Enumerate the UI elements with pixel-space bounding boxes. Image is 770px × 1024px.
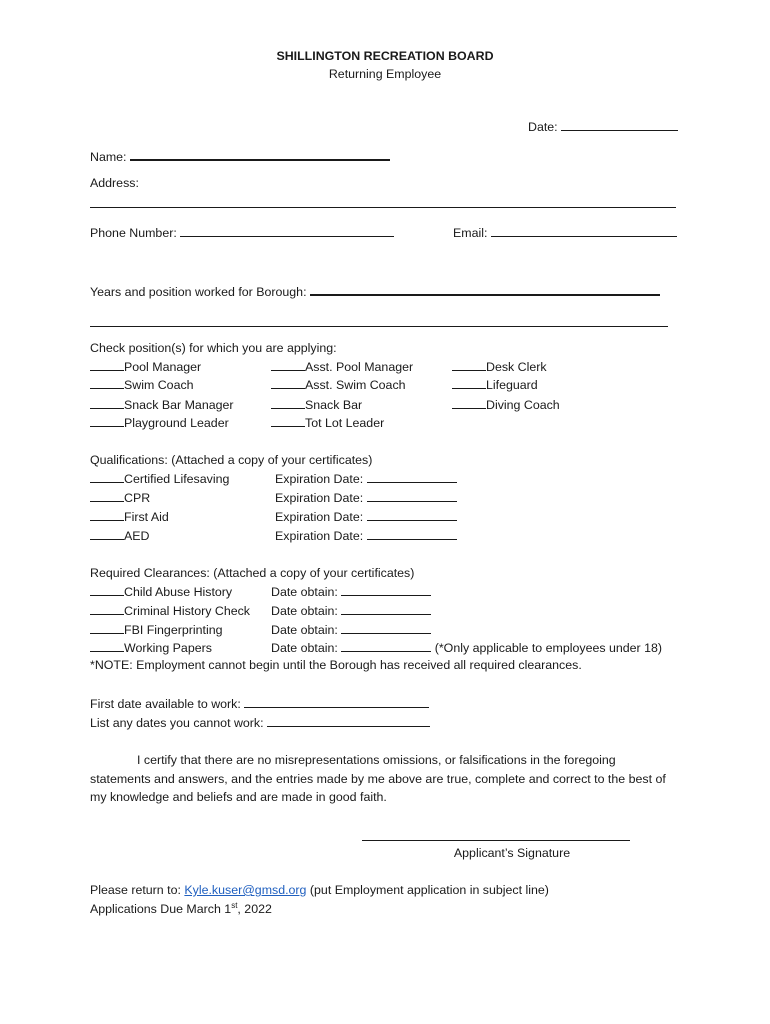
checkbox-blank[interactable]	[271, 359, 305, 371]
date-obtain-blank[interactable]	[341, 622, 431, 634]
qualification-item[interactable]	[90, 490, 150, 506]
date-obtain-label: Date obtain:	[271, 585, 338, 599]
date-obtain-blank[interactable]	[341, 584, 431, 596]
qualification-label: First Aid	[124, 510, 169, 524]
phone-field[interactable]	[90, 225, 394, 241]
clearances-note: *NOTE: Employment cannot begin until the Borough has received all required clearances.	[90, 658, 582, 672]
positions-heading: Check position(s) for which you are applying:	[90, 341, 337, 355]
date-obtain-label: Date obtain:	[271, 641, 338, 655]
under-18-note: (*Only applicable to employees under 18)	[434, 641, 663, 655]
position-option[interactable]	[271, 377, 406, 393]
expiration-label: Expiration Date:	[275, 491, 364, 505]
qualification-item[interactable]	[90, 528, 149, 544]
checkbox-blank[interactable]	[271, 397, 305, 409]
phone-label: Phone Number:	[90, 226, 177, 240]
position-label: Asst. Swim Coach	[305, 378, 406, 392]
years-position-label: Years and position worked for Borough:	[90, 285, 307, 299]
checkbox-blank[interactable]	[90, 640, 124, 652]
qualification-label: CPR	[124, 491, 151, 505]
position-option[interactable]	[90, 397, 234, 413]
expiration-label: Expiration Date:	[275, 510, 364, 524]
position-label: Asst. Pool Manager	[305, 360, 414, 374]
clearance-label: Child Abuse History	[124, 585, 233, 599]
due-superscript: st	[231, 900, 238, 910]
position-label: Swim Coach	[124, 378, 194, 392]
checkbox-blank[interactable]	[90, 622, 124, 634]
due-date	[90, 902, 272, 917]
date-obtain-blank[interactable]	[341, 640, 431, 652]
signature-label: Applicant’s Signature	[453, 846, 571, 860]
return-prefix: Please return to:	[90, 883, 181, 897]
years-position-blank[interactable]	[310, 283, 660, 296]
years-position-field[interactable]	[90, 283, 660, 300]
qualification-item[interactable]	[90, 509, 169, 525]
checkbox-blank[interactable]	[90, 603, 124, 615]
expiration-field[interactable]	[275, 471, 457, 487]
contact-email-link[interactable]: Kyle.kuser@gmsd.org	[184, 883, 307, 897]
address-blank[interactable]	[90, 207, 676, 208]
due-prefix: Applications Due March 1	[90, 902, 232, 916]
position-label: Snack Bar	[305, 398, 363, 412]
expiration-field[interactable]	[275, 509, 457, 525]
clearance-item[interactable]	[90, 603, 250, 619]
date-label: Date:	[528, 120, 558, 134]
qualification-label: Certified Lifesaving	[124, 472, 230, 486]
first-date-blank[interactable]	[244, 696, 429, 708]
clearances-heading: Required Clearances: (Attached a copy of your certificates)	[90, 566, 415, 580]
first-date-label: First date available to work:	[90, 697, 241, 711]
checkbox-blank[interactable]	[271, 377, 305, 389]
email-blank[interactable]	[491, 225, 677, 237]
expiration-field[interactable]	[275, 490, 457, 506]
checkbox-blank[interactable]	[90, 359, 124, 371]
position-label: Playground Leader	[124, 416, 229, 430]
form-title: SHILLINGTON RECREATION BOARD	[276, 49, 494, 63]
clearance-item[interactable]	[90, 622, 222, 638]
date-obtain-label: Date obtain:	[271, 604, 338, 618]
expiration-blank[interactable]	[367, 471, 457, 483]
position-option[interactable]	[271, 397, 362, 413]
position-option[interactable]	[90, 415, 229, 431]
name-field[interactable]	[90, 148, 390, 165]
checkbox-blank[interactable]	[452, 359, 486, 371]
date-blank[interactable]	[561, 119, 678, 131]
date-field[interactable]	[528, 119, 678, 135]
date-obtain-field[interactable]	[271, 622, 431, 638]
return-suffix: (put Employment application in subject line)	[309, 883, 549, 897]
position-option[interactable]	[90, 377, 194, 393]
position-option[interactable]	[452, 377, 538, 393]
position-label: Snack Bar Manager	[124, 398, 234, 412]
checkbox-blank[interactable]	[90, 490, 124, 502]
date-obtain-label: Date obtain:	[271, 623, 338, 637]
signature-line[interactable]	[362, 840, 630, 841]
years-position-blank-2[interactable]	[90, 326, 668, 327]
email-field[interactable]	[453, 225, 677, 241]
due-suffix: , 2022	[237, 902, 272, 916]
position-label: Desk Clerk	[486, 360, 547, 374]
address-label: Address:	[90, 176, 139, 190]
qualification-label: AED	[124, 529, 150, 543]
checkbox-blank[interactable]	[90, 471, 124, 483]
position-option[interactable]	[271, 415, 384, 431]
first-date-field[interactable]	[90, 696, 429, 712]
expiration-field[interactable]	[275, 528, 457, 544]
date-obtain-blank[interactable]	[341, 603, 431, 615]
qualification-item[interactable]	[90, 471, 229, 487]
clearance-label: Working Papers	[124, 641, 212, 655]
expiration-blank[interactable]	[367, 490, 457, 502]
phone-blank[interactable]	[180, 225, 394, 237]
expiration-blank[interactable]	[367, 509, 457, 521]
position-option[interactable]	[271, 359, 413, 375]
certification-text: I certify that there are no misrepresentations omissions, or falsifications in the foregoing statements and answers, and the entries made by me above are true, complete and correct to the best of my knowledge and beliefs and are made in good faith.	[90, 753, 666, 804]
checkbox-blank[interactable]	[90, 509, 124, 521]
checkbox-blank[interactable]	[90, 377, 124, 389]
unavailable-dates-blank[interactable]	[267, 715, 430, 727]
checkbox-blank[interactable]	[452, 377, 486, 389]
date-obtain-field[interactable]	[271, 640, 662, 656]
return-instructions	[90, 883, 549, 898]
unavailable-dates-field[interactable]	[90, 715, 430, 731]
clearance-label: FBI Fingerprinting	[124, 623, 223, 637]
checkbox-blank[interactable]	[90, 397, 124, 409]
expiration-label: Expiration Date:	[275, 472, 364, 486]
checkbox-blank[interactable]	[90, 415, 124, 427]
position-label: Tot Lot Leader	[305, 416, 385, 430]
expiration-label: Expiration Date:	[275, 529, 364, 543]
date-obtain-field[interactable]	[271, 603, 431, 619]
name-label: Name:	[90, 150, 127, 164]
date-obtain-field[interactable]	[271, 584, 431, 600]
position-label: Lifeguard	[486, 378, 538, 392]
position-label: Pool Manager	[124, 360, 202, 374]
expiration-blank[interactable]	[367, 528, 457, 540]
checkbox-blank[interactable]	[90, 528, 124, 540]
position-option[interactable]	[90, 359, 201, 375]
email-label: Email:	[453, 226, 488, 240]
checkbox-blank[interactable]	[90, 584, 124, 596]
clearance-item[interactable]	[90, 640, 212, 656]
certification-statement	[90, 751, 675, 807]
position-option[interactable]	[452, 397, 560, 413]
name-blank[interactable]	[130, 148, 390, 161]
clearance-item[interactable]	[90, 584, 232, 600]
checkbox-blank[interactable]	[271, 415, 305, 427]
clearance-label: Criminal History Check	[124, 604, 250, 618]
position-label: Diving Coach	[486, 398, 560, 412]
checkbox-blank[interactable]	[452, 397, 486, 409]
unavailable-dates-label: List any dates you cannot work:	[90, 716, 264, 730]
position-option[interactable]	[452, 359, 547, 375]
form-subtitle: Returning Employee	[328, 67, 442, 81]
qualifications-heading: Qualifications: (Attached a copy of your certificates)	[90, 453, 373, 467]
